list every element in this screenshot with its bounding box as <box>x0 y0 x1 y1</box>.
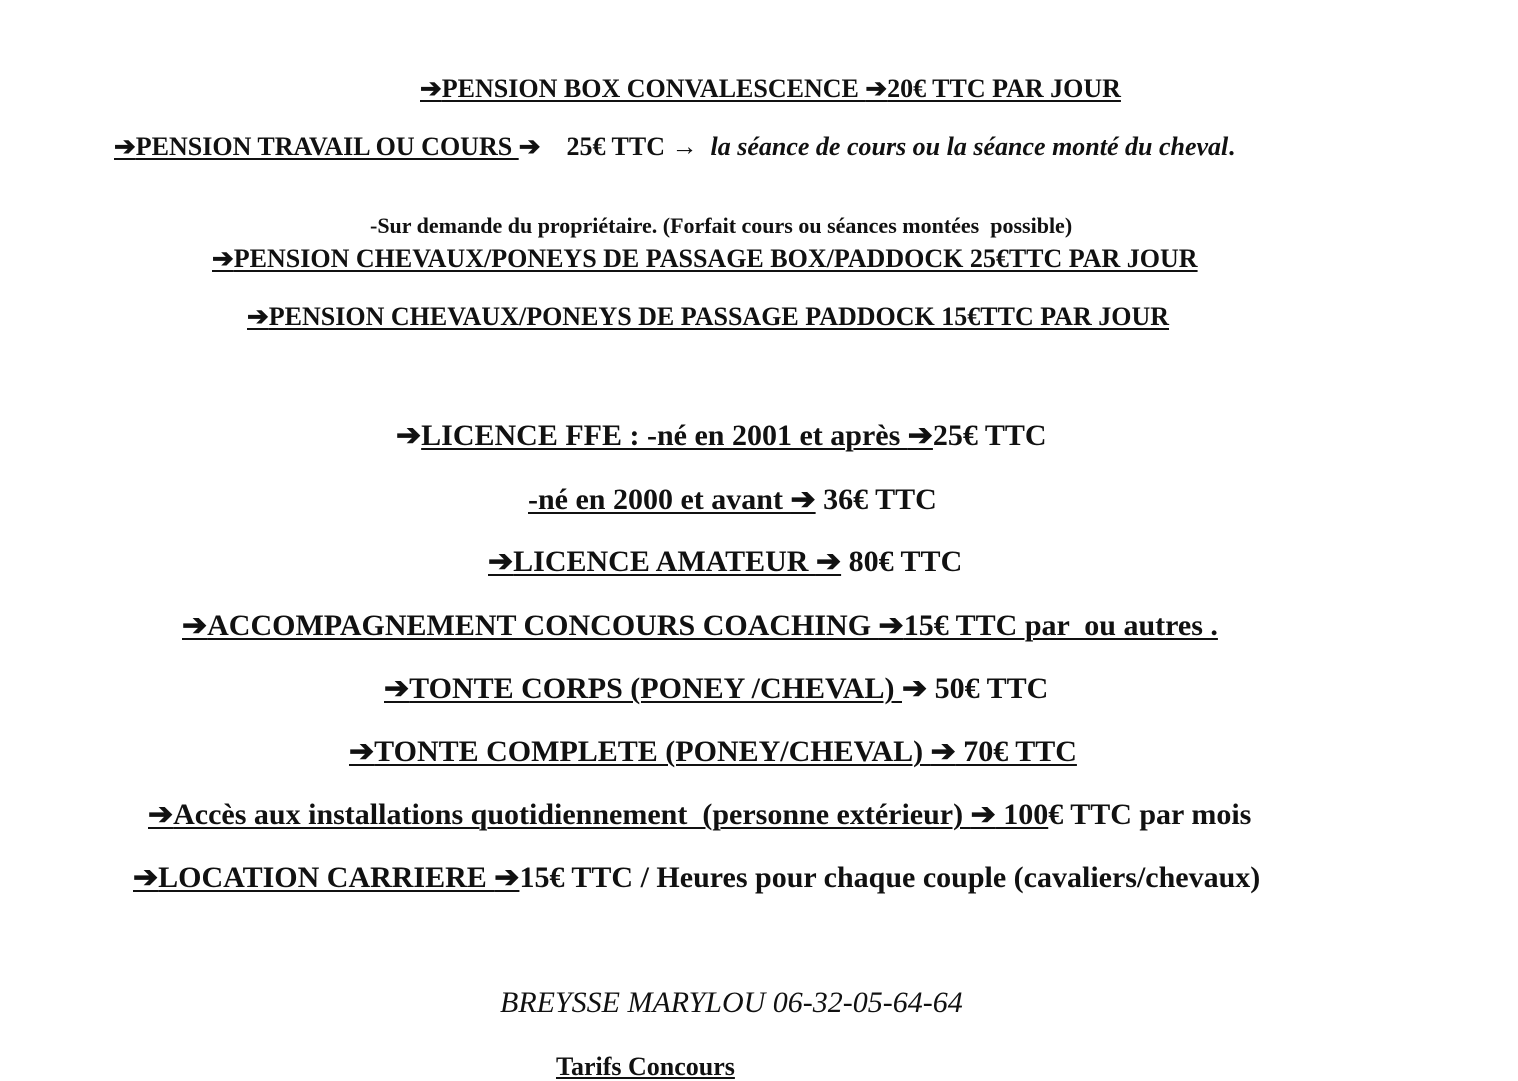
pricing-line-tonte-complete <box>349 737 1077 767</box>
contact-line: BREYSSE MARYLOU 06-32-05-64-64 <box>500 986 963 1019</box>
pricing-line-location-carriere <box>133 863 1260 893</box>
pricing-description: la séance de cours ou la séance monté du cheval <box>710 132 1229 161</box>
pricing-end: . <box>1228 132 1235 161</box>
arrow-right-icon: ➔ <box>970 798 996 831</box>
pricing-label: Accès aux installations quotidiennement (personne extérieur) <box>173 798 971 831</box>
note-text: -Sur demande du propriétaire. (Forfait cours ou séances montées possible) <box>370 213 1073 238</box>
pricing-line-acces-installations <box>148 800 1251 830</box>
pricing-value: 70€ TTC <box>955 735 1077 768</box>
arrow-right-icon: ➔ <box>518 132 541 161</box>
pricing-label: -né en 2000 et avant <box>528 483 791 516</box>
arrow-right-icon: ➔ <box>494 861 520 894</box>
pricing-line-licence-ffe <box>396 421 1047 451</box>
cut-off-text: Tarifs Concours <box>556 1052 735 1081</box>
pricing-line-licence-amateur <box>488 547 962 577</box>
pricing-line-tonte-corps <box>384 674 1048 704</box>
pricing-value: 80€ TTC <box>841 545 963 578</box>
arrow-right-icon: ➔ <box>488 545 514 578</box>
pricing-label: PENSION CHEVAUX/PONEYS DE PASSAGE PADDOCK 15€TTC PAR JOUR <box>268 302 1170 331</box>
pricing-line-coaching <box>182 611 1218 641</box>
pricing-value: 25€ TTC <box>932 419 1047 452</box>
pricing-line-licence-ffe-2000 <box>528 485 937 515</box>
pricing-unit: € TTC par mois <box>1048 798 1252 831</box>
pricing-value: 36€ TTC <box>815 483 937 516</box>
arrow-right-icon: ➔ <box>182 609 208 642</box>
arrow-right-icon: ➔ <box>349 735 375 768</box>
arrow-right-icon: ➔ <box>815 545 842 578</box>
pricing-label: LOCATION CARRIERE <box>158 861 495 894</box>
arrow-right-icon: ➔ <box>384 672 410 705</box>
cut-off-line <box>556 1052 800 1081</box>
pricing-label: LICENCE AMATEUR <box>513 545 816 578</box>
pricing-label: TONTE COMPLETE (PONEY/CHEVAL) <box>374 735 931 768</box>
arrow-right-icon: ➔ <box>133 861 159 894</box>
pricing-label: ACCOMPAGNEMENT CONCOURS COACHING <box>207 609 879 642</box>
pricing-line-travail-cours <box>114 134 1235 160</box>
pricing-value: 100 <box>995 798 1049 831</box>
pricing-label: PENSION CHEVAUX/PONEYS DE PASSAGE BOX/PADDOCK 25€TTC PAR JOUR <box>233 244 1198 273</box>
arrow-right-icon: ➔ <box>930 735 956 768</box>
pricing-label: TONTE CORPS (PONEY /CHEVAL) <box>409 672 902 705</box>
arrow-right-icon: ➔ <box>878 609 904 642</box>
pricing-line-passage-paddock <box>247 304 1169 330</box>
arrow-right-icon: ➔ <box>865 74 888 103</box>
pricing-value: 15€ TTC / Heures pour chaque couple (cavaliers/chevaux) <box>519 861 1261 894</box>
arrow-right-icon: ➔ <box>247 302 269 331</box>
arrow-right-icon: ➔ <box>148 798 174 831</box>
arrow-right-icon: ➔ <box>902 672 928 705</box>
arrow-right-icon: ➔ <box>114 132 136 161</box>
arrow-right-icon: ➔ <box>790 483 816 516</box>
pricing-label: PENSION TRAVAIL OU COURS <box>135 132 519 161</box>
pricing-value: 20€ TTC PAR JOUR <box>887 74 1121 103</box>
arrow-right-icon: ➔ <box>420 74 442 103</box>
arrow-right-icon: ➔ <box>396 419 422 452</box>
arrow-right-icon: ➔ <box>212 244 234 273</box>
pricing-value: 25€ TTC → <box>540 132 711 161</box>
pricing-value: 50€ TTC <box>927 672 1049 705</box>
pricing-value: 15€ TTC par ou autres . <box>903 609 1218 642</box>
arrow-right-icon: ➔ <box>907 419 933 452</box>
pricing-label: LICENCE FFE : -né en 2001 et après <box>421 419 908 452</box>
pricing-line-passage-box-paddock <box>212 246 1198 272</box>
pricing-line-box-convalescence <box>420 76 1121 102</box>
pricing-label: PENSION BOX CONVALESCENCE <box>441 74 866 103</box>
